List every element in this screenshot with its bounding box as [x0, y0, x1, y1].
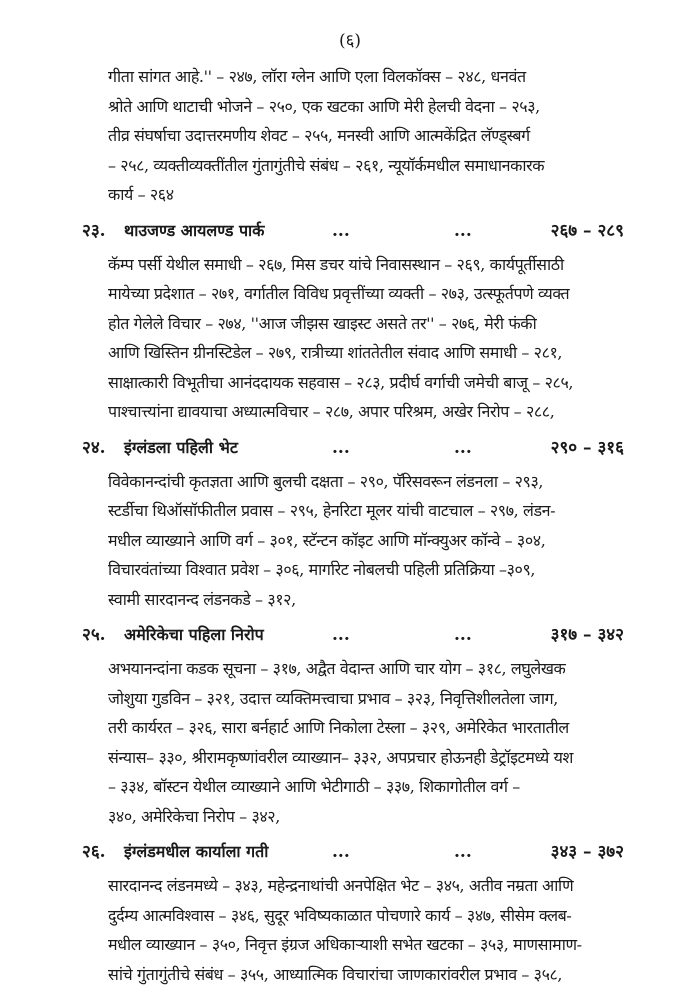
text-line: विचारवंतांच्या विश्वात प्रवेश – ३०६, मार्गारेट नोबलची पहिली प्रतिक्रिया –३०९,	[108, 560, 536, 579]
chapter-title: इंग्लंडला पहिली भेट	[124, 437, 238, 457]
text-line: दुर्दम्य आत्मविश्वास – ३४६, सुदूर भविष्यकाळात पोचणारे कार्य – ३४७, सीसेम क्लब-	[108, 905, 572, 925]
chapter-number: २६.	[82, 842, 106, 862]
text-line: कॅम्प पर्सी येथील समाधी – २६७, मिस डचर यांचे निवासस्थान – २६९, कार्यपूर्तीसाठी	[108, 254, 564, 274]
intro-paragraph	[108, 62, 612, 210]
text-line: सारदानन्द लंडनमध्ये – ३४३, महेन्द्रनाथांची अनपेक्षित भेट – ३४५, अतीव नम्रता आणि	[108, 876, 574, 895]
text-line: स्टर्डीचा थिऑसॉफीतील प्रवास – २९५, हेनरिटा मूलर यांची वाटचाल – २९७, लंडन-	[108, 501, 556, 520]
text-line: गीता सांगत आहे.'' – २४७, लॉरा ग्लेन आणि एला विलकॉक्स – २४८, धनवंत	[108, 67, 526, 86]
leader-dots: ...	[454, 220, 472, 241]
text-line: अभयानन्दांना कडक सूचना – ३१७, अद्वैत वेदान्त आणि चार योग – ३१८, लघुलेखक	[108, 659, 566, 678]
text-line: तीव्र संघर्षाचा उदात्तरमणीय शेवट – २५५, मनस्वी आणि आत्मकेंद्रित लॅण्ड्‌स्बर्ग	[108, 126, 530, 145]
page-range: २६७ – २८९	[550, 220, 624, 241]
leader-dots: ...	[332, 625, 350, 645]
leader-dots: ...	[332, 220, 350, 241]
text-line: साक्षात्कारी विभूतीचा आनंददायक सहवास – २८३, प्रदीर्घ वर्गाची जमेची बाजू – २८५,	[108, 372, 574, 392]
chapter-number: २५.	[82, 625, 106, 645]
chapter-number: २३.	[82, 220, 106, 241]
chapter-contents-23	[108, 250, 612, 427]
chapter-contents-26	[108, 871, 612, 989]
chapter-heading-24	[82, 433, 624, 463]
chapter-number: २४.	[82, 437, 106, 458]
text-line: मधील व्याख्याने आणि वर्ग – ३०१, स्टॅन्टन कॉइट आणि मॉन्क्युअर कॉन्वे – ३०४,	[108, 530, 546, 550]
leader-dots: ...	[332, 437, 350, 458]
chapter-title: इंग्लंडमधील कार्याला गती	[124, 842, 269, 861]
leader-dots: ...	[454, 842, 472, 862]
text-line: मायेच्या प्रदेशात – २७१, वर्गातील विविध प्रवृत्तींच्या व्यक्ती – २७३, उत्स्फूर्तपणे व्यक्त	[108, 284, 570, 303]
chapter-title: अमेरिकेचा पहिला निरोप	[124, 625, 264, 644]
text-line: तरी कार्यरत – ३२६, सारा बर्नहार्ट आणि निकोला टेस्ला – ३२९, अमेरिकेत भारतातील	[108, 718, 569, 737]
text-line: – २५८, व्यक्तीव्यक्तींतील गुंतागुंतीचे संबंध – २६१, न्यूयॉर्कमधील समाधानकारक	[108, 155, 545, 175]
chapter-heading-23	[82, 216, 624, 246]
page-range: ३१७ – ३४२	[550, 625, 624, 645]
chapter-title: थाउजण्ड आयलण्ड पार्क	[124, 220, 265, 240]
text-line: ३४०, अमेरिकेचा निरोप – ३४२,	[108, 806, 280, 826]
page-number: (६)	[338, 31, 362, 51]
leader-dots: ...	[454, 437, 472, 458]
page-range: ३४३ – ३७२	[550, 842, 624, 862]
text-line: जोशुया गुडविन – ३२१, उदात्त व्यक्तिमत्त्वाचा प्रभाव – ३२३, निवृत्तिशीलतेला जाग,	[108, 688, 558, 708]
text-line: संन्यास– ३३०, श्रीरामकृष्णांवरील व्याख्यान– ३३२, अपप्रचार होऊनही डेट्रॉइटमध्ये यश	[108, 747, 573, 767]
chapter-contents-25	[108, 654, 612, 831]
text-line: मधील व्याख्यान – ३५०, निवृत्त इंग्रज अधिकाऱ्याशी सभेत खटका – ३५३, माणसामाण-	[108, 935, 582, 954]
text-line: श्रोते आणि थाटाची भोजने – २५०, एक खटका आणि मेरी हेलची वेदना – २५३,	[108, 96, 540, 116]
text-line: होत गेलेले विचार – २७४, ''आज जीझस खाइस्ट असते तर'' – २७६, मेरी फंकी	[108, 313, 537, 333]
text-line: – ३३४, बॉस्टन येथील व्याख्याने आणि भेटीगाठी – ३३७, शिकागोतील वर्ग –	[108, 777, 520, 796]
chapter-heading-25	[82, 620, 624, 650]
page-range: २९० – ३१६	[550, 437, 624, 458]
text-line: पाश्चात्त्यांना द्यावयाचा अध्यात्मविचार – २८७, अपार परिश्रम, अखेर निरोप – २८८,	[108, 402, 555, 421]
text-line: स्वामी सारदानन्द लंडनकडे – ३१२,	[108, 589, 296, 609]
chapter-heading-26	[82, 837, 624, 867]
text-line: कार्य – २६४	[108, 185, 174, 204]
text-line: सांचे गुंतागुंतीचे संबंध – ३५५, आध्यात्मिक विचारांचा जाणकारांवरील प्रभाव – ३५८,	[108, 964, 563, 984]
text-line: आणि खिस्तिन ग्रीनस्टिडेल – २७९, रात्रीच्या शांततेतील संवाद आणि समाधी – २८१,	[108, 343, 563, 362]
text-line: विवेकानन्दांची कृतज्ञता आणि बुलची दक्षता – २९०, पॅरिसवरून लंडनला – २९३,	[108, 471, 544, 491]
leader-dots: ...	[454, 625, 472, 645]
chapter-contents-24	[108, 467, 612, 615]
leader-dots: ...	[332, 842, 350, 862]
